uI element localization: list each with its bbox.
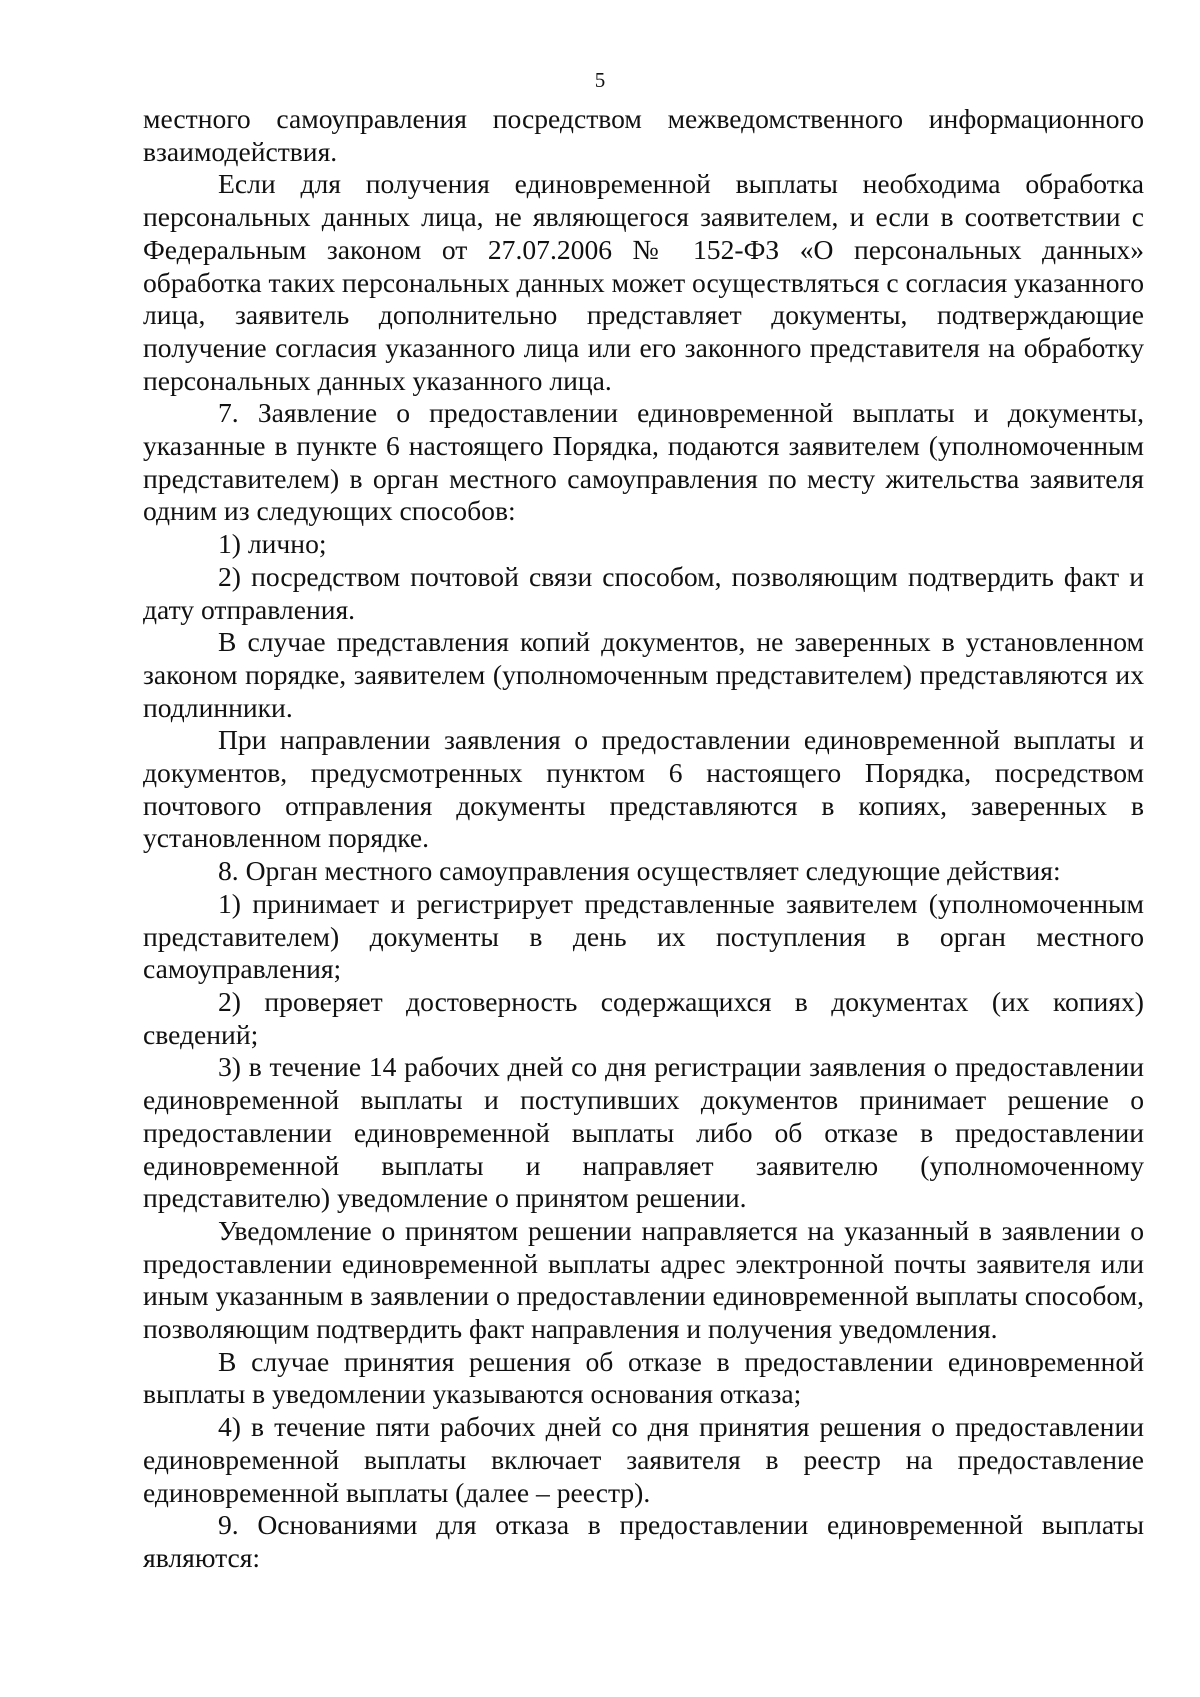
paragraph-refusal-reasons: В случае принятия решения об отказе в предоставлении единовременной выплаты в уведомлении указываются основания отказа; xyxy=(143,1345,1144,1410)
paragraph-clause-8: 8. Орган местного самоуправления осуществляет следующие действия: xyxy=(218,855,1061,887)
list-item-decision-14-days: 3) в течение 14 рабочих дней со дня регистрации заявления о предоставлении единовременной выплаты и поступивших документов принимает решение о предоставлении единовременной выплаты либо об отказе в предоставлении единовременной выплаты и направляет заявителю (уполномоченному представителю) уведомление о принятом решении. xyxy=(143,1051,1144,1214)
list-item-by-mail: 2) посредством почтовой связи способом, позволяющим подтвердить факт и дату отправления. xyxy=(143,560,1144,625)
list-item-registry: 4) в течение пяти рабочих дней со дня принятия решения о предоставлении единовременной выплаты включает заявителя в реестр на предоставление единовременной выплаты (далее – реестр). xyxy=(143,1411,1144,1508)
list-item-in-person: 1) лично; xyxy=(218,528,327,560)
list-item-verify-information: 2) проверяет достоверность содержащихся в документах (их копиях) сведений; xyxy=(143,985,1144,1050)
paragraph-uncertified-copies: В случае представления копий документов, не заверенных в установленном законом порядке, заявителем (уполномоченным представителем) представляются их подлинники. xyxy=(143,626,1144,723)
list-item-register-documents: 1) принимает и регистрирует представленные заявителем (уполномоченным представителем) документы в день их поступления в орган местного самоуправления; xyxy=(143,887,1144,985)
paragraph-clause-7: 7. Заявление о предоставлении единовременной выплаты и документы, указанные в пункте 6 настоящего Порядка, подаются заявителем (уполномоченным представителем) в орган местного самоуправления по месту жительства заявителя одним из следующих способов: xyxy=(143,397,1144,527)
paragraph-postal-submission: При направлении заявления о предоставлении единовременной выплаты и документов, предусмотренных пунктом 6 настоящего Порядка, посредством почтового отправления документы представляются в копиях, заверенных в установленном порядке. xyxy=(143,724,1144,854)
paragraph-clause-9: 9. Основаниями для отказа в предоставлении единовременной выплаты являются: xyxy=(143,1509,1144,1573)
paragraph-notification: Уведомление о принятом решении направляется на указанный в заявлении о предоставлении единовременной выплаты адрес электронной почты заявителя или иным указанным в заявлении о предоставлении единовременной выплаты способом, позволяющим подтвердить факт направления и получения уведомления. xyxy=(143,1214,1144,1345)
paragraph-continuation: местного самоуправления посредством межведомственного информационного взаимодействия. xyxy=(143,103,1144,167)
page-number: 5 xyxy=(594,68,606,92)
paragraph-personal-data-consent: Если для получения единовременной выплаты необходима обработка персональных данных лица, не являющегося заявителем, и если в соответствии с Федеральным законом от 27.07.2006 № 152-ФЗ «О персональных данных» обработка таких персональных данных может осуществляться с согласия указанного лица, заявитель дополнительно представляет документы, подтверждающие получение согласия указанного лица или его законного представителя на обработку персональных данных указанного лица. xyxy=(143,168,1144,396)
document-body xyxy=(143,103,1144,1575)
